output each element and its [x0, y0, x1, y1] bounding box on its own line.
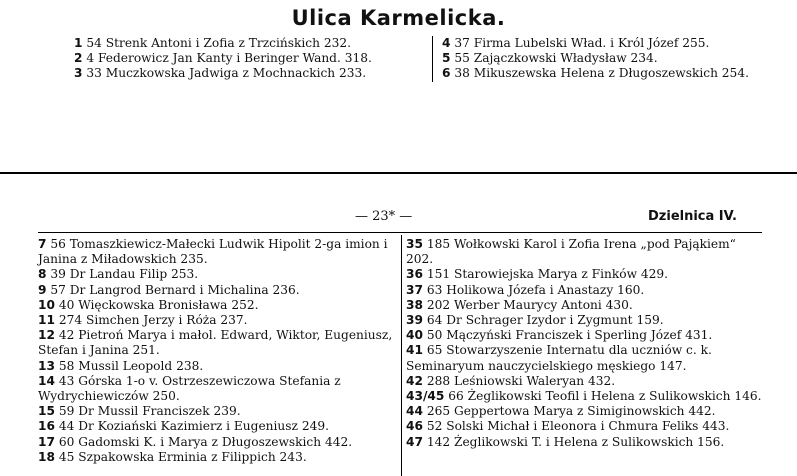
entry-text: 142 Żeglikowski T. i Helena z Sulikowskich 156.	[426, 434, 725, 449]
entry-number: 47	[406, 434, 423, 449]
list-item	[406, 267, 764, 282]
entry-text: 63 Holikowa Józefa i Anastazy 160.	[426, 282, 645, 297]
column-divider	[401, 235, 402, 476]
entry-text: 44 Dr Koziański Kazimierz i Eugeniusz 249.	[58, 419, 329, 434]
street-title: Ulica Karmelicka.	[291, 6, 506, 30]
entry-number: 14	[38, 373, 55, 388]
entry-text: 66 Żeglikowski Teofil i Helena z Sulikowskich 146.	[448, 389, 762, 404]
list-item	[38, 283, 396, 298]
entry-number: 5	[442, 51, 451, 66]
entry-number: 10	[38, 297, 55, 312]
list-item	[406, 328, 764, 343]
entry-number: 2	[74, 51, 83, 66]
entry-number: 4	[442, 36, 451, 50]
entry-text: 33 Muczkowska Jadwiga z Mochnackich 233.	[86, 66, 367, 81]
entry-text: 40 Więckowska Bronisława 252.	[58, 297, 259, 312]
entry-number: 35	[406, 237, 423, 251]
list-item	[406, 374, 764, 389]
entry-text: 185 Wołkowski Karol i Zofia Irena „pod Pająkiem“ 202.	[406, 237, 736, 267]
entry-number: 13	[38, 358, 55, 373]
column-divider	[432, 36, 433, 82]
entry-number: 39	[406, 313, 423, 328]
list-item	[38, 298, 396, 313]
list-item	[38, 450, 396, 465]
entry-number: 36	[406, 267, 423, 282]
entry-text: 52 Solski Michał i Eleonora i Chmura Feliks 443.	[426, 419, 730, 434]
entry-text: 38 Mikuszewska Helena z Długoszewskich 254.	[454, 66, 749, 81]
list-item	[406, 313, 764, 328]
entry-text: 202 Werber Maurycy Antoni 430.	[426, 297, 633, 312]
page-divider	[0, 172, 797, 174]
entry-number: 16	[38, 419, 55, 434]
entry-number: 37	[406, 282, 423, 297]
list-item	[38, 313, 396, 328]
entry-number: 12	[38, 328, 55, 343]
header-rule	[38, 232, 762, 233]
list-item	[38, 419, 396, 434]
entry-number: 7	[38, 237, 47, 251]
entry-text: 43 Górska 1-o v. Ostrzeszewiczowa Stefania z Wydrychiewiczów 250.	[38, 373, 341, 404]
entry-text: 37 Firma Lubelski Wład. i Król Józef 255.	[454, 36, 710, 50]
entry-number: 3	[74, 66, 83, 81]
entry-number: 15	[38, 404, 55, 419]
entry-number: 11	[38, 313, 55, 328]
list-item	[406, 298, 764, 313]
list-item	[406, 404, 764, 419]
entry-number: 38	[406, 297, 423, 312]
entry-number: 40	[406, 328, 423, 343]
list-item	[38, 237, 396, 267]
list-item	[442, 51, 792, 66]
list-item	[38, 328, 396, 358]
entry-text: 59 Dr Mussil Franciszek 239.	[58, 404, 241, 419]
list-item	[38, 435, 396, 450]
entry-text: 42 Pietroń Marya i małol. Edward, Wiktor, Eugeniusz, Stefan i Janina 251.	[38, 328, 393, 358]
entry-text: 57 Dr Langrod Bernard i Michalina 236.	[50, 282, 300, 297]
list-item	[406, 419, 764, 434]
entry-number: 17	[38, 434, 55, 449]
entry-text: 45 Szpakowska Erminia z Filippich 243.	[58, 449, 307, 464]
entry-number: 46	[406, 419, 423, 434]
entry-text: 288 Leśniowski Waleryan 432.	[426, 373, 616, 388]
district-label: Dzielnica IV.	[648, 209, 737, 224]
entry-text: 39 Dr Landau Filip 253.	[50, 267, 199, 282]
list-item	[74, 36, 424, 51]
entry-text: 60 Gadomski K. i Marya z Długoszewskich 442.	[58, 434, 353, 449]
list-item	[38, 404, 396, 419]
list-item	[406, 435, 764, 450]
entry-text: 65 Stowarzyszenie Internatu dla uczniów c. k. Seminaryum nauczycielskiego męskiego 147.	[406, 343, 712, 373]
list-item	[74, 66, 424, 81]
entry-text: 274 Simchen Jerzy i Róża 237.	[58, 313, 248, 328]
entry-number: 43/45	[406, 389, 445, 404]
bottom-left-column	[38, 237, 396, 465]
top-left-column	[74, 36, 424, 82]
list-item	[38, 267, 396, 282]
entry-text: 56 Tomaszkiewicz-Małecki Ludwik Hipolit 2-ga imion i Janina z Miładowskich 235.	[38, 237, 388, 267]
page-number: — 23* —	[355, 209, 413, 224]
entry-text: 265 Geppertowa Marya z Simiginowskich 442.	[426, 404, 716, 419]
bottom-right-column	[406, 237, 764, 450]
entry-text: 55 Zajączkowski Władysław 234.	[454, 51, 658, 66]
list-item	[406, 389, 764, 404]
list-item	[406, 283, 764, 298]
entry-text: 151 Starowiejska Marya z Finków 429.	[426, 267, 669, 282]
entry-text: 4 Federowicz Jan Kanty i Beringer Wand. 318.	[86, 51, 372, 66]
list-item	[442, 36, 792, 51]
list-item	[406, 237, 764, 267]
list-item	[442, 66, 792, 81]
top-right-column	[442, 36, 792, 82]
entry-number: 41	[406, 343, 423, 358]
entry-number: 8	[38, 267, 47, 282]
list-item	[74, 51, 424, 66]
list-item	[38, 359, 396, 374]
entry-number: 18	[38, 449, 55, 464]
entry-text: 54 Strenk Antoni i Zofia z Trzcińskich 232.	[86, 36, 351, 50]
entry-number: 9	[38, 282, 47, 297]
entry-number: 42	[406, 373, 423, 388]
entry-number: 1	[74, 36, 83, 50]
entry-number: 6	[442, 66, 451, 81]
entry-text: 50 Mączyński Franciszek i Sperling Józef 431.	[426, 328, 713, 343]
entry-text: 64 Dr Schrager Izydor i Zygmunt 159.	[426, 313, 664, 328]
entry-number: 44	[406, 404, 423, 419]
entry-text: 58 Mussil Leopold 238.	[58, 358, 204, 373]
list-item	[406, 343, 764, 373]
list-item	[38, 374, 396, 404]
